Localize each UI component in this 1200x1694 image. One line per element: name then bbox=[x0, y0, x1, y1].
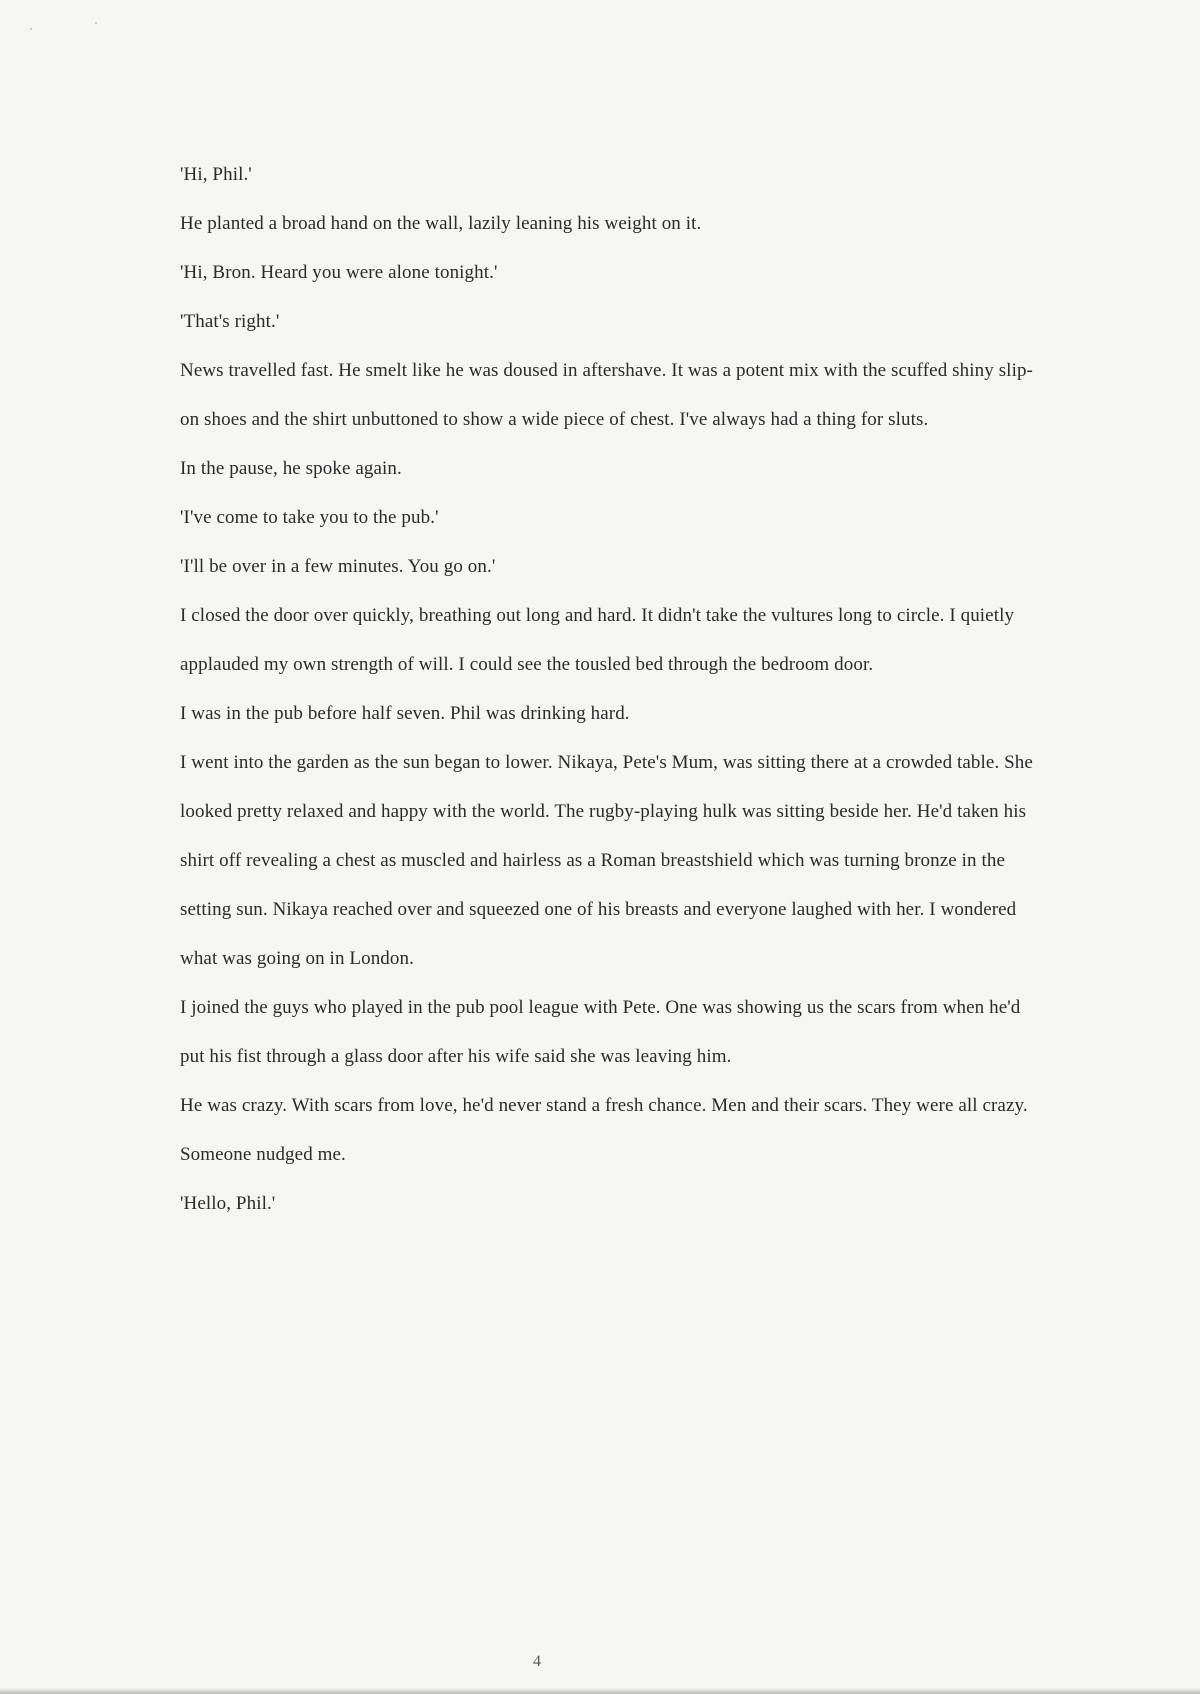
paragraph: I joined the guys who played in the pub pool league with Pete. One was showing us the scars from when he'd put his fist through a glass door after his wife said she was leaving him. bbox=[180, 997, 1021, 1067]
paragraph: 'That's right.' bbox=[180, 311, 280, 332]
paragraph: He planted a broad hand on the wall, lazily leaning his weight on it. bbox=[180, 213, 702, 234]
paragraph: I was in the pub before half seven. Phil was drinking hard. bbox=[180, 703, 630, 724]
scan-speck bbox=[95, 22, 97, 24]
page-number: 4 bbox=[533, 1653, 541, 1670]
paragraph: 'I'll be over in a few minutes. You go on.' bbox=[180, 556, 496, 577]
paragraph: I closed the door over quickly, breathing out long and hard. It didn't take the vultures long to circle. I quietly applauded my own strength of will. I could see the tousled bed through the bedroom door. bbox=[180, 605, 1015, 675]
paragraph: 'Hello, Phil.' bbox=[180, 1193, 276, 1214]
paragraph: 'Hi, Bron. Heard you were alone tonight.' bbox=[180, 262, 498, 283]
paragraph: 'I've come to take you to the pub.' bbox=[180, 507, 439, 528]
scan-speck bbox=[30, 28, 32, 30]
paragraph: Someone nudged me. bbox=[180, 1144, 346, 1165]
paragraph: News travelled fast. He smelt like he was doused in aftershave. It was a potent mix with the scuffed shiny slip-on shoes and the shirt unbuttoned to show a wide piece of chest. I've always had a thing for sluts. bbox=[180, 360, 1033, 430]
paragraph: 'Hi, Phil.' bbox=[180, 164, 252, 185]
body-text bbox=[170, 150, 1040, 1228]
scan-edge bbox=[0, 1688, 1200, 1694]
paragraph: I went into the garden as the sun began to lower. Nikaya, Pete's Mum, was sitting there at a crowded table. She looked pretty relaxed and happy with the world. The rugby-playing hulk was sitting beside her. He'd taken his shirt off revealing a chest as muscled and hairless as a Roman breastshield which was turning bronze in the setting sun. Nikaya reached over and squeezed one of his breasts and everyone laughed with her. I wondered what was going on in London. bbox=[180, 752, 1033, 969]
paragraph: In the pause, he spoke again. bbox=[180, 458, 402, 479]
paragraph: He was crazy. With scars from love, he'd never stand a fresh chance. Men and their scars. They were all crazy. bbox=[180, 1095, 1028, 1116]
